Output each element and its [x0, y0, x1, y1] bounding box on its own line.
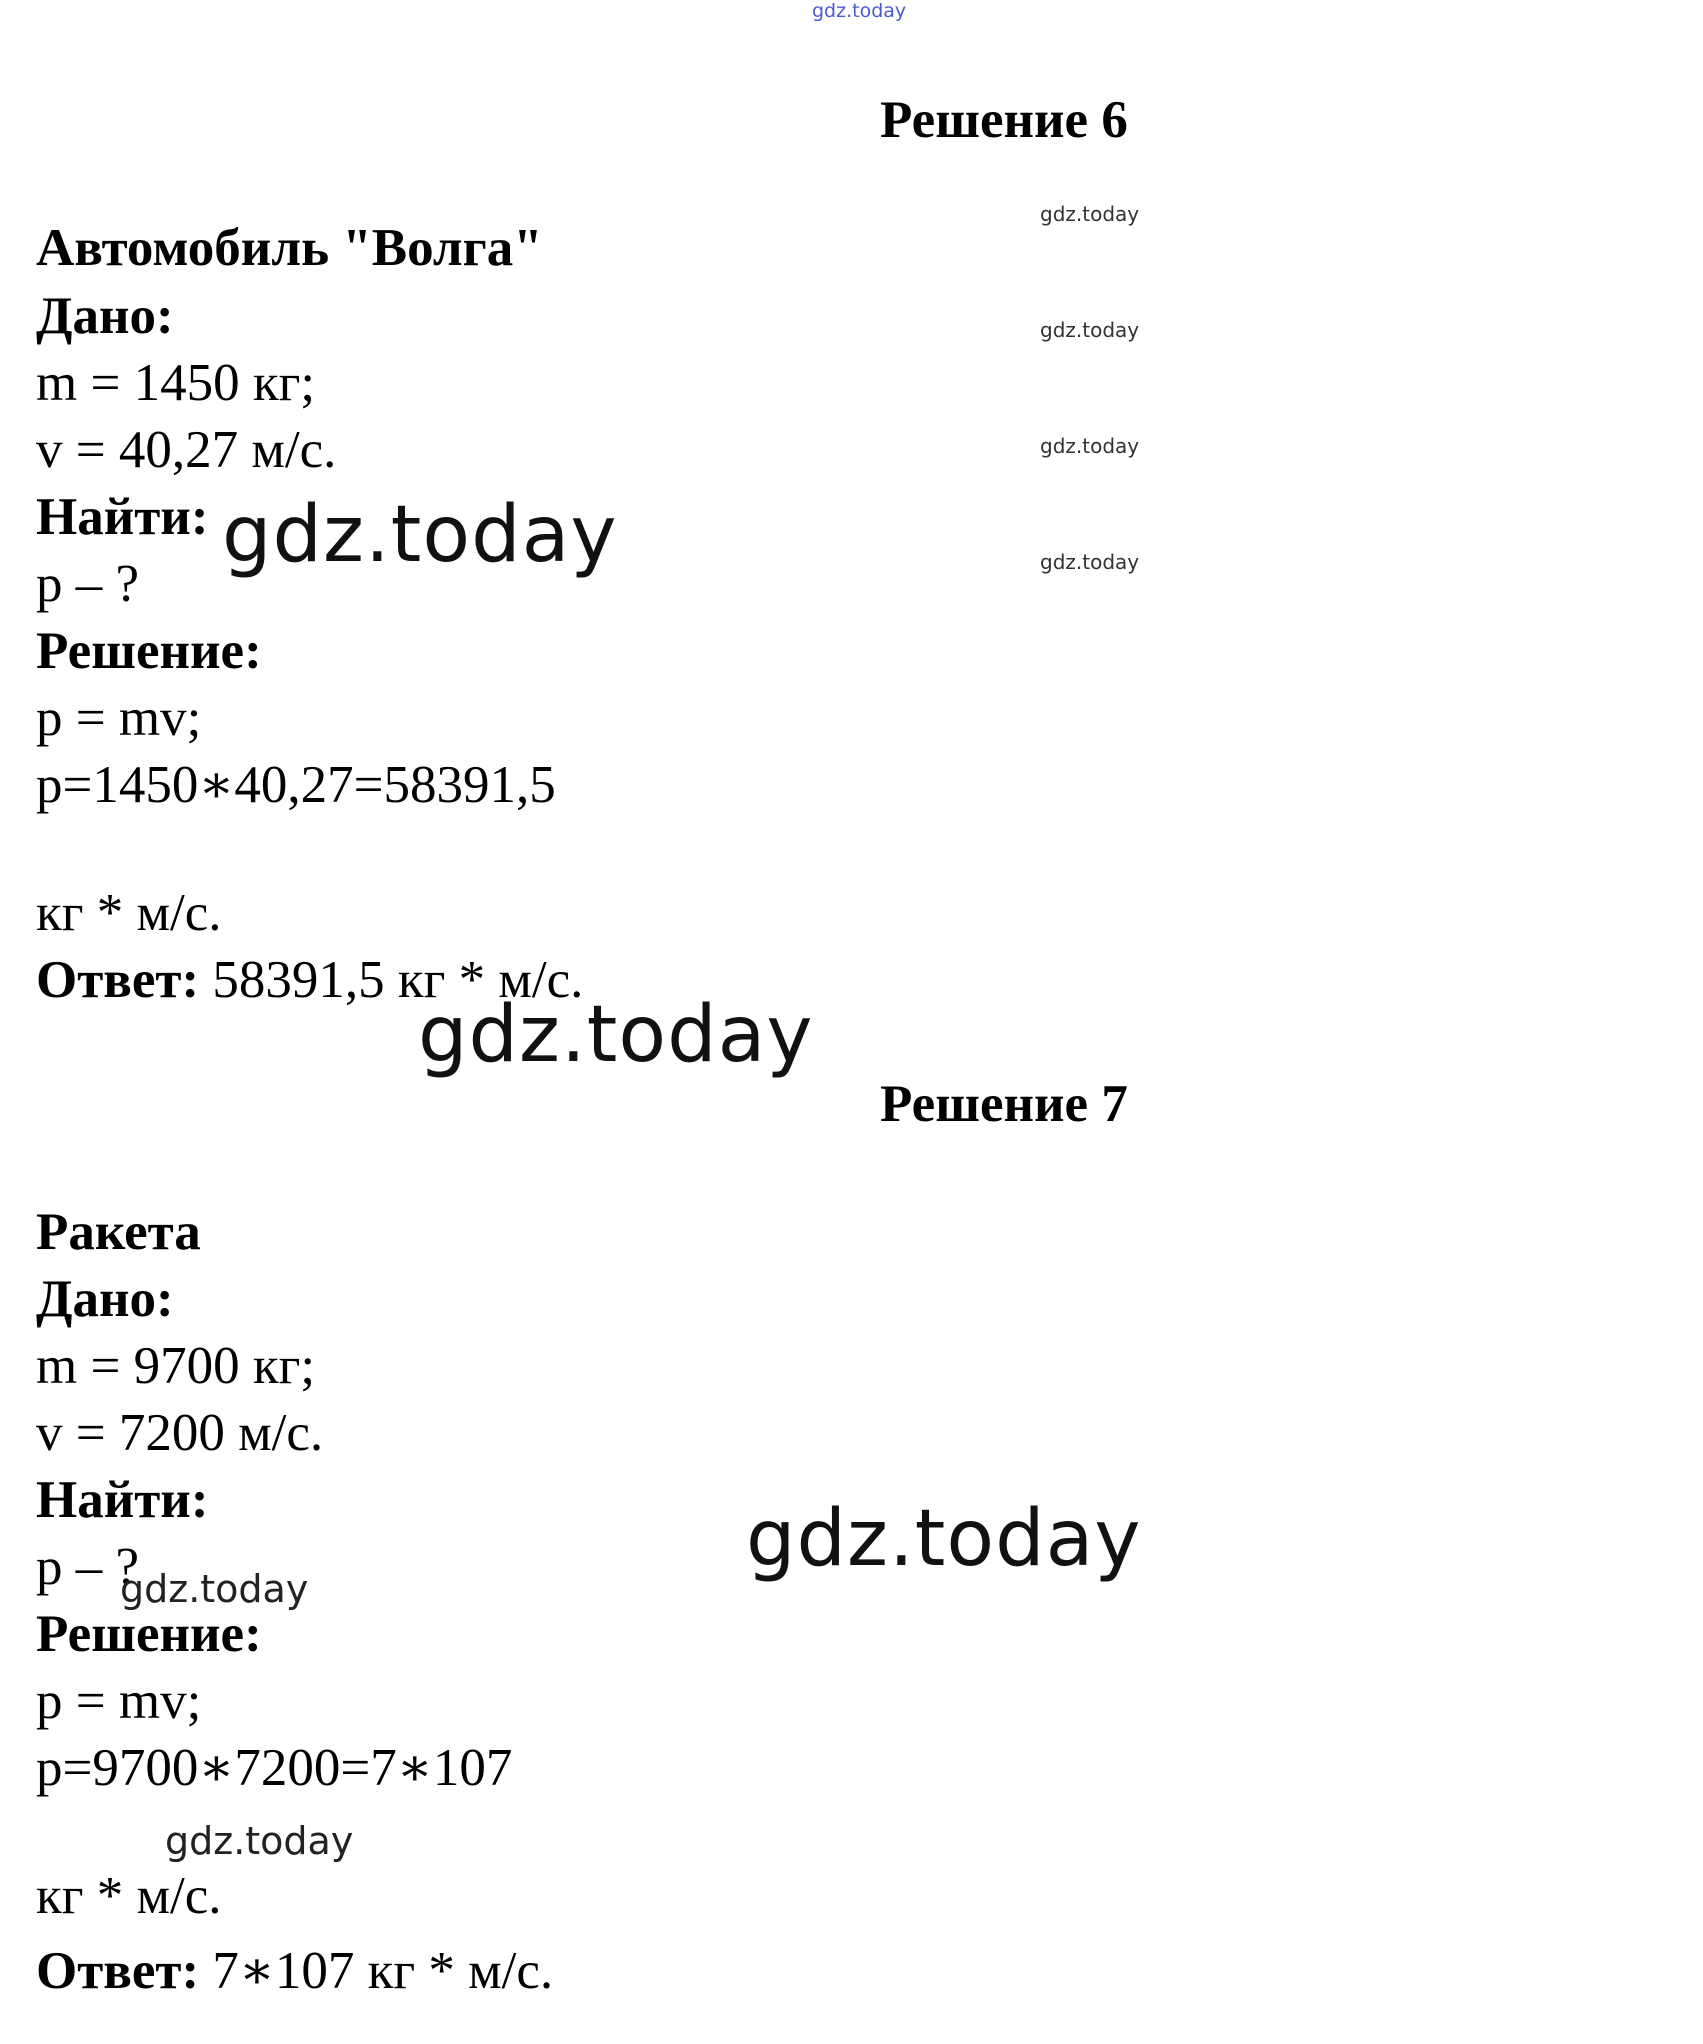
solution-7-find: p – ?	[36, 1538, 140, 1596]
solution-7-answer	[36, 1942, 554, 2000]
solution-6-answer-value: 58391,5 кг * м/с.	[212, 951, 584, 1009]
solution-6-heading: Решение 6	[880, 91, 1128, 149]
watermark-small-1: gdz.today	[1040, 202, 1140, 226]
solution-6-answer-label: Ответ:	[36, 951, 200, 1009]
solution-7-units: кг * м/с.	[36, 1867, 222, 1925]
watermark-large-1: gdz.today	[222, 490, 618, 580]
solution-7-given-velocity: v = 7200 м/с.	[36, 1404, 324, 1462]
solution-7-title: Ракета	[36, 1203, 201, 1261]
solution-6-find-label: Найти:	[36, 488, 209, 546]
solution-6-title: Автомобиль "Волга"	[36, 219, 543, 277]
solution-7-answer-label: Ответ:	[36, 1942, 200, 2000]
solution-6-find: p – ?	[36, 555, 140, 613]
solution-7-find-label: Найти:	[36, 1471, 209, 1529]
solution-6-given-velocity: v = 40,27 м/с.	[36, 421, 337, 479]
solution-6-given-mass: m = 1450 кг;	[36, 354, 316, 412]
solution-6-given-label: Дано:	[36, 287, 174, 345]
solution-6-formula: p = mv;	[36, 689, 202, 747]
watermark-top: gdz.today	[812, 0, 907, 22]
watermark-medium-1: gdz.today	[120, 1567, 309, 1611]
solution-6-solution-label: Решение:	[36, 622, 262, 680]
watermark-large-2: gdz.today	[418, 990, 814, 1080]
solution-7-calculation: p=9700∗7200=7∗107	[36, 1739, 513, 1797]
solution-7-formula: p = mv;	[36, 1672, 202, 1730]
watermark-small-3: gdz.today	[1040, 434, 1140, 458]
solution-7-solution-label: Решение:	[36, 1605, 262, 1663]
watermark-medium-2: gdz.today	[165, 1819, 354, 1863]
solution-6-calculation: p=1450∗40,27=58391,5	[36, 756, 556, 814]
solution-7-answer-value: 7∗107 кг * м/с.	[212, 1942, 554, 2000]
watermark-small-4: gdz.today	[1040, 550, 1140, 574]
solution-6-units: кг * м/с.	[36, 884, 222, 942]
watermark-small-2: gdz.today	[1040, 318, 1140, 342]
watermark-large-3: gdz.today	[746, 1494, 1142, 1584]
solution-7-given-mass: m = 9700 кг;	[36, 1337, 316, 1395]
solution-7-heading: Решение 7	[880, 1075, 1128, 1133]
solution-7-given-label: Дано:	[36, 1270, 174, 1328]
